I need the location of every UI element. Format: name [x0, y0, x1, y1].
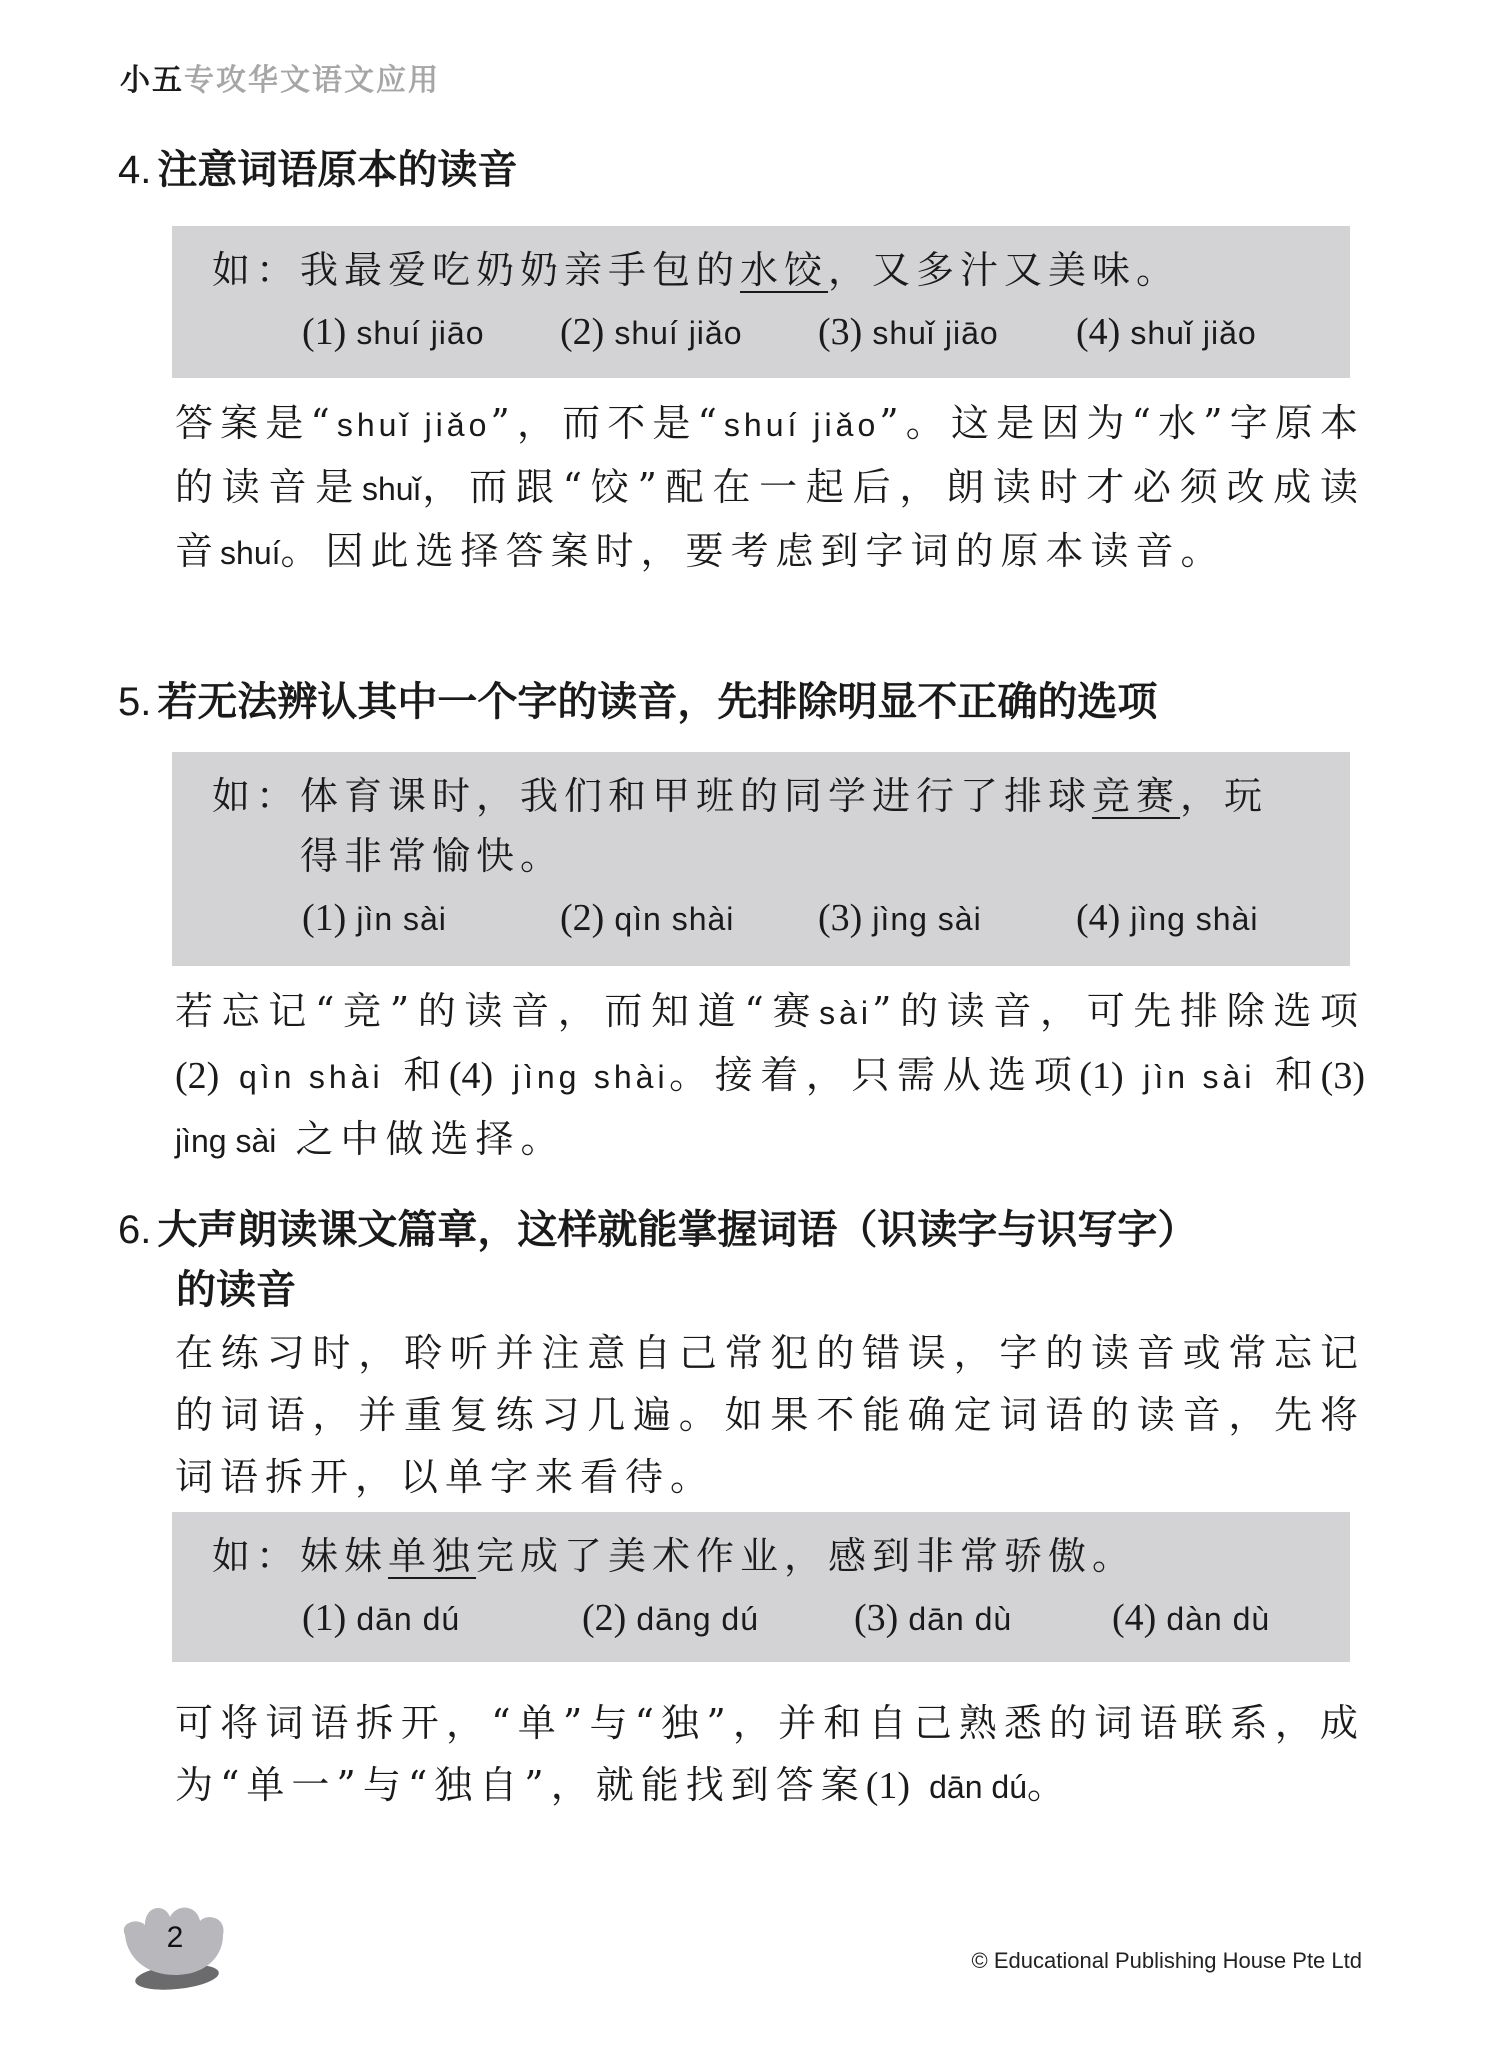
intro-6: 在练习时，聆听并注意自己常犯的错误，字的读音或常忘记的词语，并重复练习几遍。如果不能确定词语的读音，先将词语拆开，以单字来看待。: [175, 1331, 1365, 1499]
underlined-word: 竞赛: [1092, 774, 1181, 818]
page-number: 2: [166, 1921, 184, 1954]
running-head: [120, 55, 440, 99]
answer-options: [212, 888, 1310, 949]
option-3: (3) dān dù: [854, 1597, 1013, 1639]
option-2: (2) shuí jiǎo: [560, 311, 743, 353]
option-3: (3) jìng sài: [818, 897, 982, 939]
option-4: (4) dàn dù: [1112, 1597, 1271, 1639]
answer-options: [212, 302, 1310, 363]
example-box-6: [172, 1512, 1350, 1662]
example-box-5: [172, 752, 1350, 966]
option-2: (2) dāng dú: [582, 1597, 759, 1639]
example-sentence: 如： 体育课时，我们和甲班的同学进行了排球竞赛，玩得非常愉快。: [212, 774, 1269, 878]
book-series-title: 专攻华文语文应用: [184, 63, 440, 98]
underlined-word: 水饺: [740, 248, 829, 292]
option-2: (2) qìn shài: [560, 897, 735, 939]
section-4-title: 4. 注意词语原本的读音: [118, 147, 518, 193]
book-level: 小五: [120, 63, 184, 98]
option-1: (1) jìn sài: [302, 897, 447, 939]
explanation-6: 可将词语拆开，“单”与“独”，并和自己熟悉的词语联系，成为“单一”与“独自”，就能找到答案(1) dān dú。: [175, 1701, 1365, 1807]
option-1: (1) dān dú: [302, 1597, 461, 1639]
explanation-4: 答案是“shuǐ jiǎo”，而不是“shuí jiǎo”。这是因为“水”字原本的读音是shuǐ，而跟“饺”配在一起后，朗读时才必须改成读音shuí。因此选择答案时，要考虑到字词的原本读音。: [175, 401, 1366, 573]
answer-options: [212, 1588, 1310, 1649]
option-3: (3) shuǐ jiāo: [818, 311, 999, 353]
option-1: (1) shuí jiāo: [302, 311, 485, 353]
explanation-5: 若忘记“竞”的读音，而知道“赛sài”的读音，可先排除选项(2) qìn shài 和(4) jìng shài。接着，只需从选项(1) jìn sài 和(3) jìng sài 之中做选择。: [175, 989, 1365, 1161]
underlined-word: 单独: [388, 1534, 477, 1578]
page-number-badge: [115, 1895, 235, 1995]
option-4: (4) shuǐ jiǎo: [1076, 311, 1257, 353]
copyright-notice: © Educational Publishing House Pte Ltd: [971, 1948, 1362, 1973]
example-box-4: [172, 226, 1350, 378]
section-6-title: 6. 大声朗读课文篇章，这样就能掌握词语（识读字与识写字） 的读音: [118, 1207, 1198, 1313]
option-4: (4) jìng shài: [1076, 897, 1259, 939]
example-sentence: 如： 我最爱吃奶奶亲手包的水饺，又多汁又美味。: [212, 248, 1181, 292]
section-5-title: 5. 若无法辨认其中一个字的读音，先排除明显不正确的选项: [118, 679, 1158, 725]
example-sentence: 如： 妹妹单独完成了美术作业，感到非常骄傲。: [212, 1534, 1137, 1578]
